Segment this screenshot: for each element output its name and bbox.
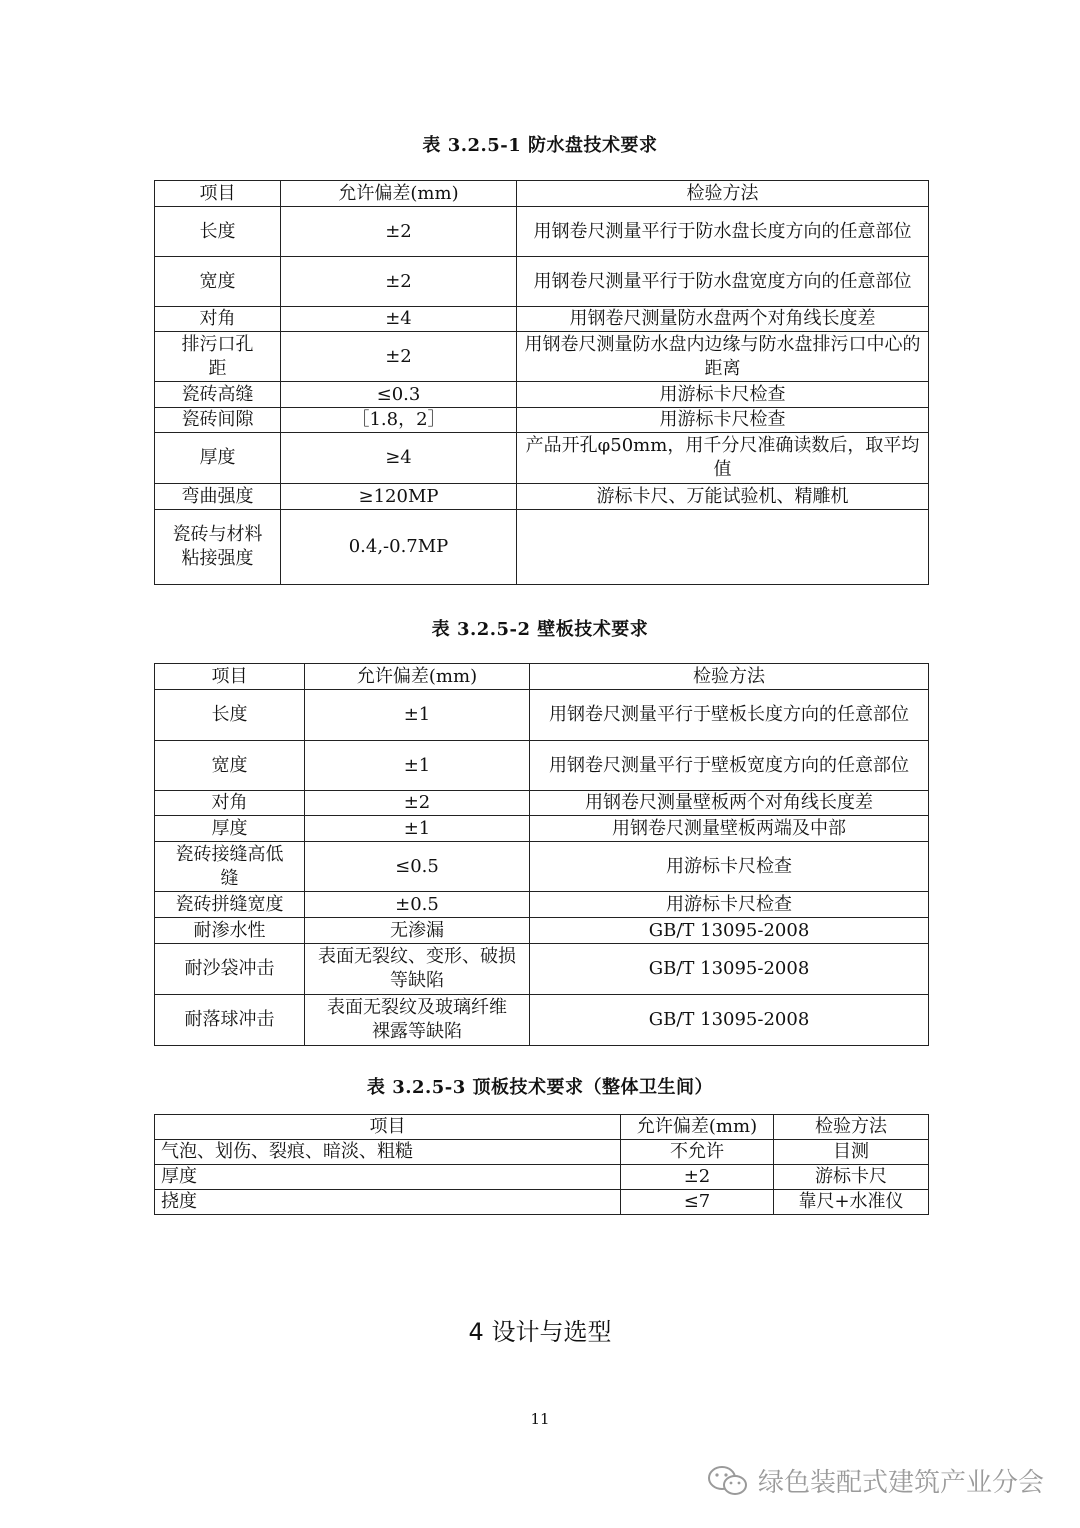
header-tolerance: 允许偏差(mm)	[621, 1115, 774, 1140]
table-wall-panel	[154, 663, 929, 1046]
cell-method: 用钢卷尺测量平行于壁板长度方向的任意部位	[530, 690, 929, 741]
table2-caption: 表 3.2.5-2 壁板技术要求	[431, 619, 649, 640]
page-number: 11	[530, 1410, 550, 1428]
cell-item: 气泡、划伤、裂痕、暗淡、粗糙	[155, 1140, 621, 1165]
header-method: 检验方法	[774, 1115, 929, 1140]
cell-item: 对角	[155, 791, 305, 816]
cell-method: 用游标卡尺检查	[530, 842, 929, 892]
cell-tolerance: 无渗漏	[305, 918, 530, 944]
table-row	[155, 408, 929, 433]
cell-method: 游标卡尺、万能试验机、精雕机	[517, 484, 929, 510]
cell-method: 用钢卷尺测量防水盘内边缘与防水盘排污口中心的距离	[517, 332, 929, 382]
cell-tolerance: ≤0.3	[281, 382, 517, 408]
cell-method: 目测	[774, 1140, 929, 1165]
cell-item: 对角	[155, 307, 281, 332]
cell-method	[517, 510, 929, 585]
table-row	[155, 484, 929, 510]
table3-caption: 表 3.2.5-3 顶板技术要求（整体卫生间）	[366, 1077, 714, 1098]
cell-item: 长度	[155, 207, 281, 257]
cell-item: 厚度	[155, 433, 281, 484]
cell-method: 用钢卷尺测量壁板两个对角线长度差	[530, 791, 929, 816]
table-row	[155, 791, 929, 816]
cell-method: 产品开孔φ50mm，用千分尺准确读数后，取平均值	[517, 433, 929, 484]
cell-method: 用游标卡尺检查	[517, 408, 929, 433]
table-header-row	[155, 181, 929, 207]
watermark	[706, 1462, 1044, 1499]
table-row	[155, 382, 929, 408]
cell-tolerance: ±0.5	[305, 892, 530, 918]
cell-item: 耐沙袋冲击	[155, 944, 305, 995]
cell-tolerance: 表面无裂纹及玻璃纤维裸露等缺陷	[305, 995, 530, 1046]
cell-tolerance: ±2	[281, 207, 517, 257]
cell-tolerance: ≤0.5	[305, 842, 530, 892]
table-row	[155, 332, 929, 382]
cell-tolerance: ±1	[305, 816, 530, 842]
cell-item: 瓷砖间隙	[155, 408, 281, 433]
cell-item: 宽度	[155, 257, 281, 307]
table1-caption: 表 3.2.5-1 防水盘技术要求	[422, 135, 658, 156]
cell-tolerance: ±1	[305, 741, 530, 791]
cell-item: 排污口孔距	[155, 332, 281, 382]
header-tolerance: 允许偏差(mm)	[305, 664, 530, 690]
wechat-icon	[706, 1464, 750, 1498]
cell-item: 厚度	[155, 816, 305, 842]
table-row	[155, 816, 929, 842]
table-row	[155, 433, 929, 484]
header-item: 项目	[155, 181, 281, 207]
cell-item: 瓷砖高缝	[155, 382, 281, 408]
cell-method: 用游标卡尺检查	[517, 382, 929, 408]
table-row	[155, 995, 929, 1046]
cell-tolerance: 0.4,-0.7MP	[281, 510, 517, 585]
cell-item: 瓷砖拼缝宽度	[155, 892, 305, 918]
cell-method: GB/T 13095-2008	[530, 944, 929, 995]
table-row	[155, 1165, 929, 1190]
watermark-text: 绿色装配式建筑产业分会	[757, 1468, 1044, 1498]
table-row	[155, 741, 929, 791]
table-row	[155, 1190, 929, 1215]
cell-tolerance: ±2	[621, 1165, 774, 1190]
table-row	[155, 207, 929, 257]
cell-tolerance: ［1.8，2］	[281, 408, 517, 433]
table-waterproof-tray	[154, 180, 929, 585]
table-row	[155, 842, 929, 892]
cell-tolerance: ≤7	[621, 1190, 774, 1215]
cell-method: 用钢卷尺测量防水盘两个对角线长度差	[517, 307, 929, 332]
cell-tolerance: ±1	[305, 690, 530, 741]
cell-item: 厚度	[155, 1165, 621, 1190]
cell-tolerance: ±2	[281, 332, 517, 382]
cell-tolerance: 表面无裂纹、变形、破损等缺陷	[305, 944, 530, 995]
cell-method: 用游标卡尺检查	[530, 892, 929, 918]
table-ceiling-panel	[154, 1114, 929, 1215]
cell-item: 瓷砖与材料粘接强度	[155, 510, 281, 585]
cell-method: 靠尺+水准仪	[774, 1190, 929, 1215]
table-row	[155, 944, 929, 995]
table-row	[155, 690, 929, 741]
cell-method: GB/T 13095-2008	[530, 918, 929, 944]
table-row	[155, 892, 929, 918]
table-row	[155, 307, 929, 332]
header-tolerance: 允许偏差(mm)	[281, 181, 517, 207]
chapter-title: 4 设计与选型	[468, 1318, 612, 1346]
cell-method: 用钢卷尺测量壁板两端及中部	[530, 816, 929, 842]
cell-item: 弯曲强度	[155, 484, 281, 510]
cell-item: 长度	[155, 690, 305, 741]
cell-item: 挠度	[155, 1190, 621, 1215]
table-row	[155, 918, 929, 944]
table-row	[155, 257, 929, 307]
cell-tolerance: 不允许	[621, 1140, 774, 1165]
cell-item: 宽度	[155, 741, 305, 791]
cell-tolerance: ±2	[281, 257, 517, 307]
table-row	[155, 510, 929, 585]
cell-item: 瓷砖接缝高低缝	[155, 842, 305, 892]
table-header-row	[155, 1115, 929, 1140]
cell-tolerance: ±4	[281, 307, 517, 332]
cell-method: GB/T 13095-2008	[530, 995, 929, 1046]
cell-tolerance: ±2	[305, 791, 530, 816]
cell-item: 耐落球冲击	[155, 995, 305, 1046]
table-row	[155, 1140, 929, 1165]
cell-method: 游标卡尺	[774, 1165, 929, 1190]
cell-method: 用钢卷尺测量平行于壁板宽度方向的任意部位	[530, 741, 929, 791]
table-header-row	[155, 664, 929, 690]
cell-method: 用钢卷尺测量平行于防水盘长度方向的任意部位	[517, 207, 929, 257]
header-method: 检验方法	[530, 664, 929, 690]
cell-item: 耐渗水性	[155, 918, 305, 944]
header-item: 项目	[155, 664, 305, 690]
header-item: 项目	[155, 1115, 621, 1140]
cell-method: 用钢卷尺测量平行于防水盘宽度方向的任意部位	[517, 257, 929, 307]
header-method: 检验方法	[517, 181, 929, 207]
cell-tolerance: ≥120MP	[281, 484, 517, 510]
cell-tolerance: ≥4	[281, 433, 517, 484]
